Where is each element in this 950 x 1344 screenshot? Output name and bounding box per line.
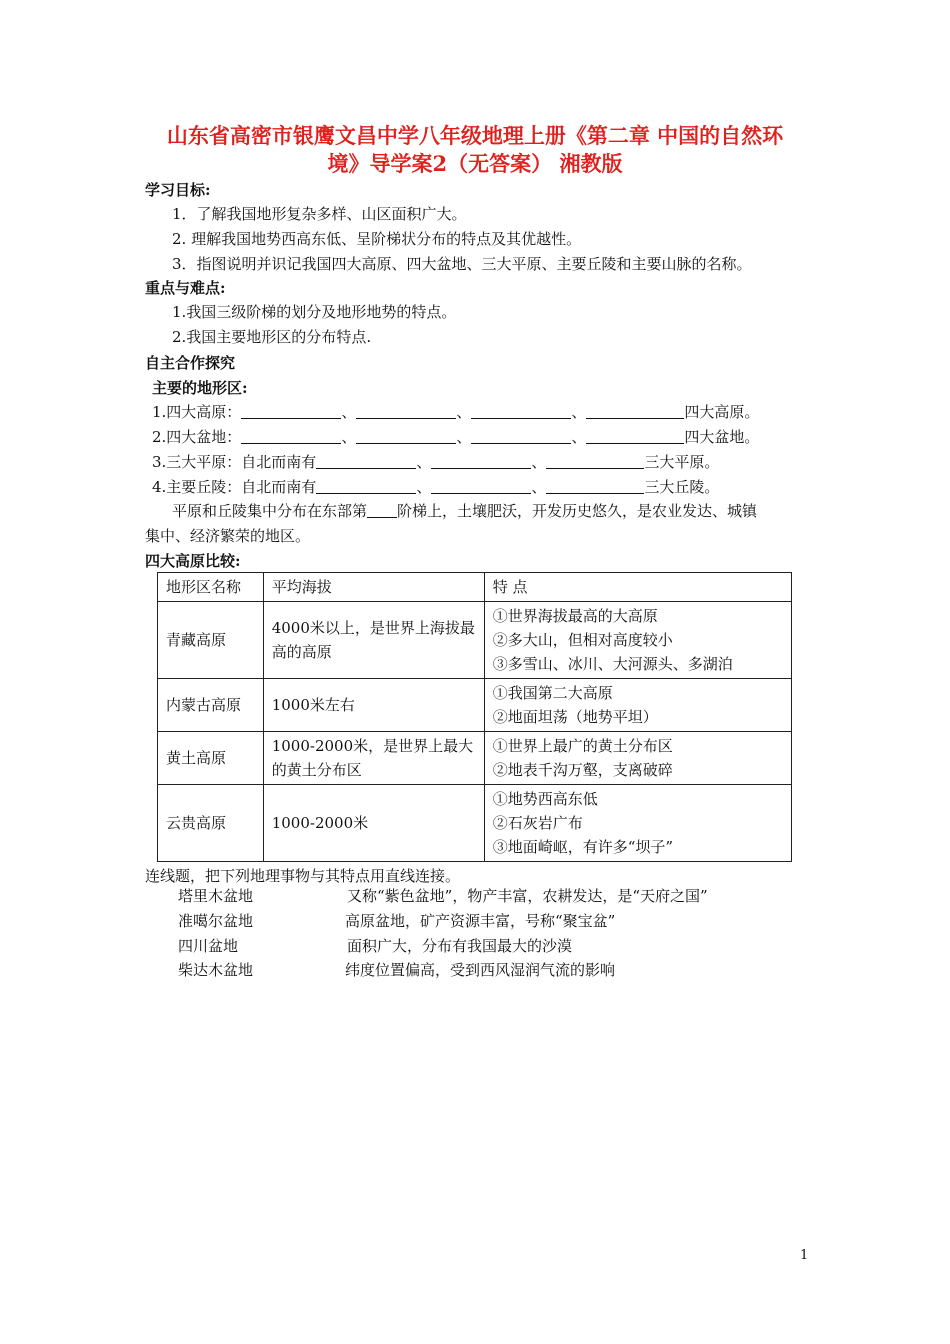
table-header-row <box>158 573 792 602</box>
blank-field[interactable] <box>471 428 571 444</box>
fill-row-plateaus <box>152 402 759 422</box>
table-row <box>158 602 792 679</box>
plateau-features <box>484 679 791 732</box>
fill-row-plains <box>152 452 719 472</box>
paragraph-text: 阶梯上，土壤肥沃，开发历史悠久，是农业发达、城镇 <box>397 502 758 520</box>
blank-field[interactable] <box>586 403 684 419</box>
keypoint-item: 2.我国主要地形区的分布特点. <box>172 328 372 346</box>
separator: 、 <box>416 478 432 496</box>
paragraph-continuation: 集中、经济繁荣的地区。 <box>145 527 311 545</box>
objective-item: 2. 理解我国地势西高东低、呈阶梯状分布的特点及其优越性。 <box>172 230 582 248</box>
page-number: 1 <box>800 1248 809 1263</box>
fill-row-hills <box>152 477 719 497</box>
row-suffix: 三大丘陵。 <box>644 478 720 496</box>
match-right-item[interactable]: 面积广大，分布有我国最大的沙漠 <box>347 937 573 955</box>
separator: 、 <box>571 403 587 421</box>
header-cell: 特 点 <box>484 573 791 602</box>
objectives-heading: 学习目标: <box>145 181 211 199</box>
doc-title-line1: 山东省高密市银鹰文昌中学八年级地理上册《第二章 中国的自然环 <box>166 123 784 148</box>
blank-field[interactable] <box>241 403 341 419</box>
feature-item: ②多大山，但相对高度较小 <box>492 631 673 649</box>
blank-field[interactable] <box>586 428 684 444</box>
plain-hill-paragraph <box>172 501 757 521</box>
separator: 、 <box>456 428 472 446</box>
blank-field[interactable] <box>316 478 416 494</box>
header-cell: 地形区名称 <box>158 573 264 602</box>
plateau-name: 黄土高原 <box>158 732 264 785</box>
blank-field[interactable] <box>546 453 644 469</box>
blank-field[interactable] <box>471 403 571 419</box>
row-suffix: 四大盆地。 <box>684 428 760 446</box>
comparison-heading: 四大高原比较: <box>145 552 241 570</box>
fill-row-basins <box>152 427 759 447</box>
plateau-name: 青藏高原 <box>158 602 264 679</box>
plateau-features <box>484 785 791 862</box>
table-row <box>158 732 792 785</box>
plateau-features <box>484 732 791 785</box>
plateau-altitude: 4000米以上，是世界上海拔最高的高原 <box>263 602 484 679</box>
blank-field[interactable] <box>316 453 416 469</box>
table-row <box>158 679 792 732</box>
blank-field[interactable] <box>431 453 531 469</box>
blank-field[interactable] <box>356 403 456 419</box>
plateau-altitude: 1000-2000米 <box>263 785 484 862</box>
feature-item: ①世界海拔最高的大高原 <box>492 607 658 625</box>
header-cell: 平均海拔 <box>263 573 484 602</box>
match-left-item[interactable]: 柴达木盆地 <box>178 961 254 979</box>
blank-field[interactable] <box>356 428 456 444</box>
matching-instruction: 连线题，把下列地理事物与其特点用直线连接。 <box>145 867 461 885</box>
feature-item: ③多雪山、冰川、大河源头、多湖泊 <box>492 655 733 673</box>
separator: 、 <box>531 453 547 471</box>
keypoints-heading: 重点与难点: <box>145 279 226 297</box>
plateau-name: 云贵高原 <box>158 785 264 862</box>
blank-field[interactable] <box>367 502 397 518</box>
paragraph-text: 平原和丘陵集中分布在东部第 <box>172 502 368 520</box>
plateau-altitude: 1000米左右 <box>263 679 484 732</box>
plateau-comparison-table <box>157 572 792 862</box>
plateau-features <box>484 602 791 679</box>
row-prefix: 1.四大高原： <box>152 403 242 421</box>
blank-field[interactable] <box>546 478 644 494</box>
separator: 、 <box>416 453 432 471</box>
feature-item: ③地面崎岖，有许多“坝子” <box>492 838 674 856</box>
objective-item: 1．了解我国地形复杂多样、山区面积广大。 <box>172 205 467 223</box>
match-left-item[interactable]: 四川盆地 <box>178 937 239 955</box>
match-right-item[interactable]: 纬度位置偏高，受到西风湿润气流的影响 <box>345 961 616 979</box>
row-prefix: 4.主要丘陵：自北而南有 <box>152 478 317 496</box>
explore-heading: 自主合作探究 <box>145 354 236 372</box>
blank-field[interactable] <box>431 478 531 494</box>
match-left-item[interactable]: 准噶尔盆地 <box>178 912 254 930</box>
row-prefix: 3.三大平原：自北而南有 <box>152 453 317 471</box>
row-prefix: 2.四大盆地： <box>152 428 242 446</box>
match-right-item[interactable]: 又称“紫色盆地”，物产丰富，农耕发达，是“天府之国” <box>347 887 708 905</box>
row-suffix: 三大平原。 <box>644 453 720 471</box>
match-right-item[interactable]: 高原盆地，矿产资源丰富，号称“聚宝盆” <box>345 912 616 930</box>
feature-item: ①地势西高东低 <box>492 790 598 808</box>
separator: 、 <box>341 428 357 446</box>
feature-item: ②石灰岩广布 <box>492 814 583 832</box>
blank-field[interactable] <box>241 428 341 444</box>
keypoint-item: 1.我国三级阶梯的划分及地形地势的特点。 <box>172 303 457 321</box>
feature-item: ①我国第二大高原 <box>492 684 613 702</box>
objective-item: 3．指图说明并识记我国四大高原、四大盆地、三大平原、主要丘陵和主要山脉的名称。 <box>172 255 752 273</box>
feature-item: ②地表千沟万壑，支离破碎 <box>492 761 673 779</box>
separator: 、 <box>531 478 547 496</box>
explore-subheading: 主要的地形区: <box>152 379 248 397</box>
separator: 、 <box>571 428 587 446</box>
separator: 、 <box>341 403 357 421</box>
doc-title-line2: 境》导学案2（无答案） 湘教版 <box>327 151 623 176</box>
separator: 、 <box>456 403 472 421</box>
match-left-item[interactable]: 塔里木盆地 <box>178 887 254 905</box>
feature-item: ②地面坦荡（地势平坦） <box>492 708 658 726</box>
table-row <box>158 785 792 862</box>
plateau-altitude: 1000-2000米，是世界上最大的黄土分布区 <box>263 732 484 785</box>
plateau-name: 内蒙古高原 <box>158 679 264 732</box>
feature-item: ①世界上最广的黄土分布区 <box>492 737 673 755</box>
row-suffix: 四大高原。 <box>684 403 760 421</box>
